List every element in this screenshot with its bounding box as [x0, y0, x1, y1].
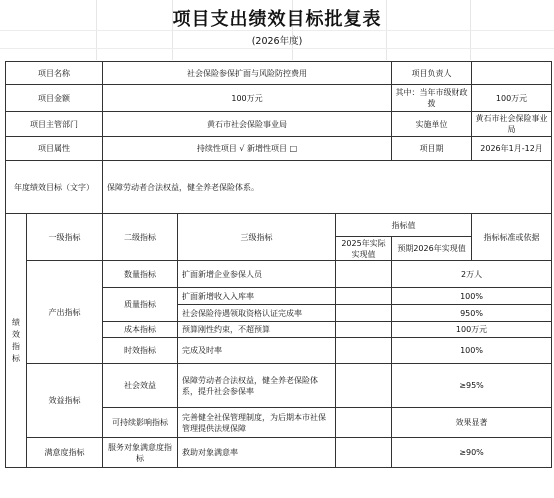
expected-cell[interactable]: 100%: [392, 288, 552, 305]
standard-header[interactable]: 指标标准或依据: [472, 214, 552, 261]
level3-cell[interactable]: 救助对象满意率: [178, 438, 336, 468]
actual-cell[interactable]: [336, 305, 392, 322]
attribute-value[interactable]: 持续性项目 √ 新增性项目 □: [103, 137, 392, 161]
level2-cell[interactable]: 社会效益: [103, 364, 178, 408]
level3-cell[interactable]: 扩面新增收入入库率: [178, 288, 336, 305]
project-amount-value[interactable]: 100万元: [103, 85, 392, 112]
expected-cell[interactable]: ≥95%: [392, 364, 552, 408]
sheet-gridline: [0, 48, 554, 49]
level1-cell[interactable]: 满意度指标: [27, 438, 103, 468]
level2-cell[interactable]: 质量指标: [103, 288, 178, 322]
project-name-label[interactable]: 项目名称: [6, 62, 103, 85]
level2-cell[interactable]: 服务对象满意度指标: [103, 438, 178, 468]
level1-cell[interactable]: 效益指标: [27, 364, 103, 438]
table-row: [6, 261, 552, 288]
actual-cell[interactable]: [336, 408, 392, 438]
level2-header[interactable]: 二级指标: [103, 214, 178, 261]
actual-cell[interactable]: [336, 438, 392, 468]
level2-cell[interactable]: 成本指标: [103, 322, 178, 338]
expected-cell[interactable]: 效果显著: [392, 408, 552, 438]
approval-table: [5, 61, 552, 468]
row-attribute: [6, 137, 552, 161]
city-funding-value[interactable]: 100万元: [472, 85, 552, 112]
level2-cell[interactable]: 数量指标: [103, 261, 178, 288]
header-row-top: [6, 214, 552, 237]
indicator-group-text: 绩效指标: [12, 317, 20, 363]
expected-cell[interactable]: 2万人: [392, 261, 552, 288]
level3-header[interactable]: 三级指标: [178, 214, 336, 261]
actual-cell[interactable]: [336, 364, 392, 408]
period-value[interactable]: 2026年1月-12月: [472, 137, 552, 161]
level3-cell[interactable]: 保障劳动者合法权益，健全养老保险体系，提升社会参保率: [178, 364, 336, 408]
level3-cell[interactable]: 预算刚性约束，不超预算: [178, 322, 336, 338]
city-funding-label[interactable]: 其中：当年市级财政拨: [392, 85, 472, 112]
level3-cell[interactable]: 社会保险待遇领取资格认证完成率: [178, 305, 336, 322]
department-label[interactable]: 项目主管部门: [6, 112, 103, 137]
annual-goal-label[interactable]: 年度绩效目标（文字）: [6, 161, 103, 214]
project-name-value[interactable]: 社会保险参保扩面与风险防控费用: [103, 62, 392, 85]
level3-cell[interactable]: 扩面新增企业参保人员: [178, 261, 336, 288]
actual-cell[interactable]: [336, 288, 392, 305]
level3-cell[interactable]: 完成及时率: [178, 338, 336, 364]
level1-header[interactable]: 一级指标: [27, 214, 103, 261]
project-owner-label[interactable]: 项目负责人: [392, 62, 472, 85]
period-label[interactable]: 项目期: [392, 137, 472, 161]
project-amount-label[interactable]: 项目金额: [6, 85, 103, 112]
expected-2026-header[interactable]: 预期2026年实现值: [392, 237, 472, 261]
level1-cell[interactable]: 产出指标: [27, 261, 103, 364]
level2-cell[interactable]: 可持续影响指标: [103, 408, 178, 438]
row-project-name: [6, 62, 552, 85]
expected-cell[interactable]: 100万元: [392, 322, 552, 338]
department-value[interactable]: 黄石市社会保险事业局: [103, 112, 392, 137]
row-department: [6, 112, 552, 137]
expected-cell[interactable]: 100%: [392, 338, 552, 364]
indicator-group-label: [6, 214, 27, 468]
row-project-amount: [6, 85, 552, 112]
expected-cell[interactable]: ≥90%: [392, 438, 552, 468]
attribute-label[interactable]: 项目属性: [6, 137, 103, 161]
expected-cell[interactable]: 950%: [392, 305, 552, 322]
actual-cell[interactable]: [336, 261, 392, 288]
page-subtitle: (2026年度): [251, 36, 303, 47]
annual-goal-value[interactable]: 保障劳动者合法权益，健全养老保险体系。: [103, 161, 552, 214]
table-row: [6, 364, 552, 408]
implementing-unit-value[interactable]: 黄石市社会保险事业局: [472, 112, 552, 137]
implementing-unit-label[interactable]: 实施单位: [392, 112, 472, 137]
actual-2025-header[interactable]: 2025年实际实现值: [336, 237, 392, 261]
page-title: 项目支出绩效目标批复表: [172, 9, 382, 30]
level2-cell[interactable]: 时效指标: [103, 338, 178, 364]
actual-cell[interactable]: [336, 322, 392, 338]
project-owner-value[interactable]: [472, 62, 552, 85]
row-annual-goal: [6, 161, 552, 214]
value-group-header[interactable]: 指标值: [336, 214, 472, 237]
level3-cell[interactable]: 完善健全社保管理制度，为后期本市社保管理提供法规保障: [178, 408, 336, 438]
actual-cell[interactable]: [336, 338, 392, 364]
table-row: [6, 438, 552, 468]
